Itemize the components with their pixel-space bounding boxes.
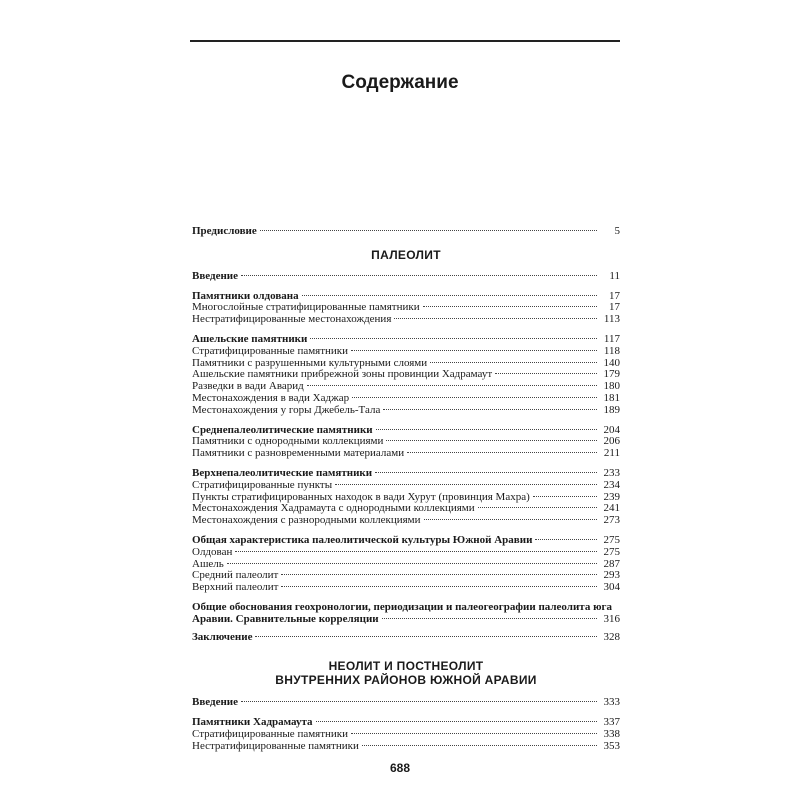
dot-leader (535, 539, 597, 540)
toc-subentry[interactable] (192, 729, 620, 741)
dot-leader (255, 636, 597, 637)
toc-group-heading[interactable] (192, 334, 620, 346)
toc-entry-page: 211 (603, 447, 620, 460)
toc-entry-page: 275 (603, 533, 620, 546)
dot-leader (352, 397, 597, 398)
dot-leader (394, 318, 597, 319)
toc-entry-page: 206 (603, 435, 620, 448)
toc-entry-neolith-intro[interactable] (192, 697, 620, 709)
toc-entry-page: 316 (603, 612, 620, 625)
dot-leader (260, 230, 597, 231)
page-title: Содержание (341, 72, 459, 93)
dot-leader (533, 496, 597, 497)
toc-entry-page: 337 (603, 716, 620, 729)
toc-entry-page: 204 (603, 423, 620, 436)
section-heading-neolith-2: ВНУТРЕННИХ РАЙОНОВ ЮЖНОЙ АРАВИИ (275, 673, 537, 688)
toc-entry-page: 275 (603, 545, 620, 558)
toc-entry-label: Заключение (192, 630, 253, 643)
toc-entry-label: Ашельские памятники (192, 332, 308, 345)
toc-entry-label: Аравии. Сравнительные корреляции (192, 612, 379, 625)
toc-entry-label: Средний палеолит (192, 569, 279, 582)
page-number: 688 (389, 761, 411, 775)
toc-entry-label: Местонахождения с разнородными коллекциями (192, 514, 421, 527)
dot-leader (386, 440, 597, 441)
toc-entry-label: Памятники олдована (192, 289, 299, 302)
toc-entry-page: 233 (603, 466, 620, 479)
toc-entry-label: Верхнепалеолитические памятники (192, 466, 373, 479)
toc-entry-label: Памятники Хадрамаута (192, 716, 313, 729)
toc-entry-label: Нестратифицированные памятники (192, 739, 359, 752)
toc-entry-page: 189 (603, 403, 620, 416)
toc-entry-conclusion[interactable] (192, 632, 620, 644)
toc-entry-page: 241 (603, 502, 620, 515)
toc-entry-label: Введение (192, 696, 239, 709)
toc-subentry[interactable] (192, 314, 620, 326)
top-rule (190, 40, 620, 42)
toc-entry-page: 11 (609, 269, 620, 282)
dot-leader (281, 586, 597, 587)
toc-entry-page: 118 (603, 344, 620, 357)
toc-entry-label: Ашельские памятники прибрежной зоны провинции Хадрамаут (192, 368, 493, 381)
toc-entry-page: 180 (603, 380, 620, 393)
toc-entry-label: Стратифицированные пункты (192, 478, 333, 491)
dot-leader (307, 385, 597, 386)
dot-leader (351, 350, 597, 351)
toc-entry-page: 328 (603, 630, 620, 643)
toc-entry-page: 293 (603, 569, 620, 582)
toc-entry-page: 117 (603, 332, 620, 345)
toc-subentry[interactable] (192, 582, 620, 594)
toc-entry-page: 234 (603, 478, 620, 491)
dot-leader (407, 452, 597, 453)
section-heading-paleolith: ПАЛЕОЛИТ (371, 247, 441, 262)
dot-leader (235, 551, 597, 552)
toc-entry-page: 273 (603, 514, 620, 527)
dot-leader (335, 484, 597, 485)
dot-leader (495, 373, 597, 374)
toc-subentry[interactable] (192, 547, 620, 559)
toc-entry-page: 181 (603, 391, 620, 404)
toc-subentry[interactable] (192, 480, 620, 492)
section-heading-neolith-1: НЕОЛИТ И ПОСТНЕОЛИТ (328, 659, 484, 674)
toc-entry-label: Памятники с разновременными материалами (192, 447, 405, 460)
toc-entry-label: Местонахождения в вади Хаджар (192, 391, 350, 404)
toc-entry-label: Стратифицированные памятники (192, 727, 349, 740)
toc-entry-label: Разведки в вади Аварид (192, 380, 304, 393)
toc-entry-label: Нестратифицированные местонахождения (192, 313, 392, 326)
toc-entry-label: Общие обоснования геохронологии, периодизации и палеогеографии палеолита юга (192, 600, 612, 613)
toc-entry-page: 17 (609, 289, 620, 302)
toc-entry-intro[interactable] (192, 271, 620, 283)
toc-entry-page: 5 (614, 225, 620, 237)
toc-entry-page: 113 (603, 313, 620, 326)
dot-leader (351, 733, 597, 734)
toc-subentry[interactable] (192, 405, 620, 417)
toc-entry-label: Пункты стратифицированных находок в вади Хурут (провинция Махра) (192, 490, 530, 503)
dot-leader (430, 362, 597, 363)
toc-entry-page: 239 (603, 490, 620, 503)
toc-entry-label: Введение (192, 269, 239, 282)
dot-leader (227, 563, 597, 564)
toc-entry-page: 140 (603, 356, 620, 369)
toc-entry-label: Стратифицированные памятники (192, 344, 349, 357)
toc-entry-page: 333 (603, 696, 620, 709)
toc-subentry[interactable] (192, 515, 620, 527)
dot-leader (423, 306, 597, 307)
toc-subentry[interactable] (192, 346, 620, 358)
toc-entry-label: Ашель (192, 557, 224, 570)
dot-leader (241, 275, 597, 276)
toc-entry-page: 179 (603, 368, 620, 381)
dot-leader (302, 295, 597, 296)
toc-entry-preface[interactable] (192, 226, 620, 238)
table-of-contents (192, 226, 620, 753)
dot-leader (310, 338, 597, 339)
toc-entry-label: Предисловие (192, 225, 257, 237)
paleolith-groups (192, 291, 620, 602)
toc-entry-page: 287 (603, 557, 620, 570)
dot-leader (382, 618, 597, 619)
dot-leader (478, 507, 597, 508)
dot-leader (281, 574, 597, 575)
toc-entry-general-cont[interactable] (192, 614, 620, 626)
dot-leader (316, 721, 597, 722)
dot-leader (375, 472, 597, 473)
toc-group-heading[interactable] (192, 468, 620, 480)
toc-entry-label: Общая характеристика палеолитической культуры Южной Аравии (192, 533, 533, 546)
toc-entry-page: 353 (603, 739, 620, 752)
toc-entry-general[interactable] (192, 602, 620, 614)
toc-group-heading[interactable] (192, 535, 620, 547)
dot-leader (362, 745, 597, 746)
dot-leader (424, 519, 597, 520)
toc-subentry[interactable] (192, 448, 620, 460)
toc-entry-label: Многослойные стратифицированные памятники (192, 301, 420, 314)
dot-leader (376, 429, 597, 430)
toc-entry-label: Местонахождения у горы Джебель-Тала (192, 403, 381, 416)
toc-entry-label: Памятники с разрушенными культурными слоями (192, 356, 428, 369)
toc-subentry[interactable] (192, 393, 620, 405)
toc-entry-label: Местонахождения Хадрамаута с однородными коллекциями (192, 502, 475, 515)
toc-entry-label: Олдован (192, 545, 233, 558)
toc-entry-label: Среднепалеолитические памятники (192, 423, 373, 436)
toc-entry-label: Памятники с однородными коллекциями (192, 435, 384, 448)
toc-entry-page: 304 (603, 581, 620, 594)
toc-entry-page: 17 (609, 301, 620, 314)
toc-entry-page: 338 (603, 727, 620, 740)
dot-leader (383, 409, 597, 410)
toc-entry-label: Верхний палеолит (192, 581, 279, 594)
dot-leader (241, 701, 597, 702)
toc-subentry[interactable] (192, 741, 620, 753)
